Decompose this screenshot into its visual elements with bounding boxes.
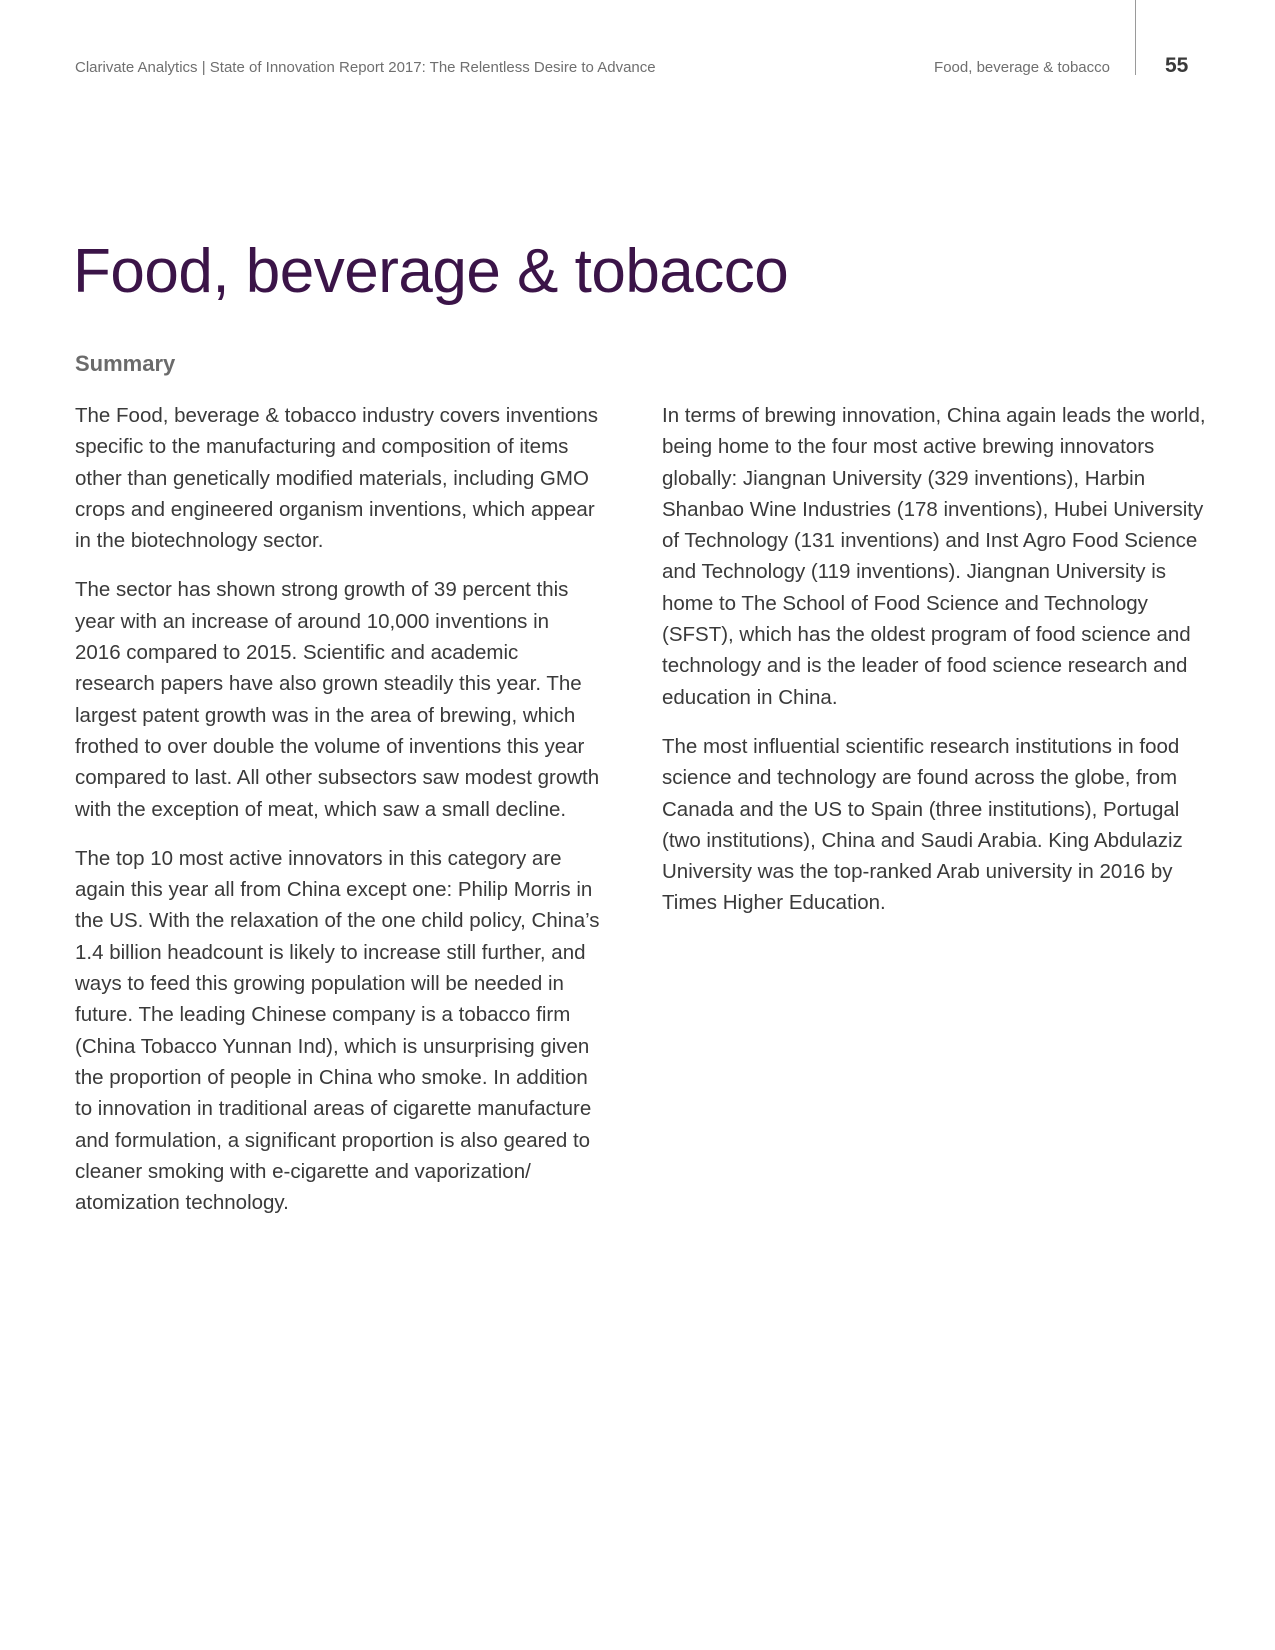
section-label: Food, beverage & tobacco xyxy=(934,59,1110,76)
left-column xyxy=(75,400,600,1236)
paragraph: In terms of brewing innovation, China again leads the world, being home to the four most active brewing innovators globally: Jiangnan University (329 inventions), Harbin Shanbao Wine Industries (178 inventions), Hubei University of Technology (131 inventions) and Inst Agro Food Science and Technology (119 inventions). Jiangnan University is home to The School of Food Science and Technology (SFST), which has the oldest program of food science and technology and is the leader of food science research and education in China. xyxy=(662,404,1206,709)
right-column xyxy=(662,400,1210,937)
paragraph: The Food, beverage & tobacco industry covers inventions specific to the manufacturing and composition of items other than genetically modified materials, including GMO crops and engineered organism inventions, which appear in the biotechnology sector. xyxy=(75,404,599,553)
header-divider xyxy=(1135,0,1136,75)
paragraph: The most influential scientific research institutions in food science and technology are found across the globe, from Canada and the US to Spain (three institutions), Portugal (two institutions), China and Saudi Arabia. King Abdulaziz University was the top-ranked Arab university in 2016 by Times Higher Education. xyxy=(662,734,1183,915)
paragraph: The top 10 most active innovators in this category are again this year all from China except one: Philip Morris in the US. With the relaxation of the one child policy, China’s 1.4 billion headcount is likely to increase still further, and ways to feed this growing population will be needed in future. The leading Chinese company is a tobacco firm (China Tobacco Yunnan Ind), which is unsurprising given the proportion of people in China who smoke. In addition to innovation in traditional areas of cigarette manufacture and formulation, a significant proportion is also geared to cleaner smoking with e-cigarette and vaporization/ atomization technology. xyxy=(75,846,600,1215)
report-title: Clarivate Analytics | State of Innovation Report 2017: The Relentless Desire to Advance xyxy=(75,59,656,76)
page-number: 55 xyxy=(1165,54,1189,77)
page-title: Food, beverage & tobacco xyxy=(73,237,789,306)
paragraph: The sector has shown strong growth of 39 percent this year with an increase of around 10,000 inventions in 2016 compared to 2015. Scientific and academic research papers have also grown steadily this year. The largest patent growth was in the area of brewing, which frothed to over double the volume of inventions this year compared to last. All other subsectors saw modest growth with the exception of meat, which saw a small decline. xyxy=(75,578,600,821)
summary-heading: Summary xyxy=(75,351,176,376)
